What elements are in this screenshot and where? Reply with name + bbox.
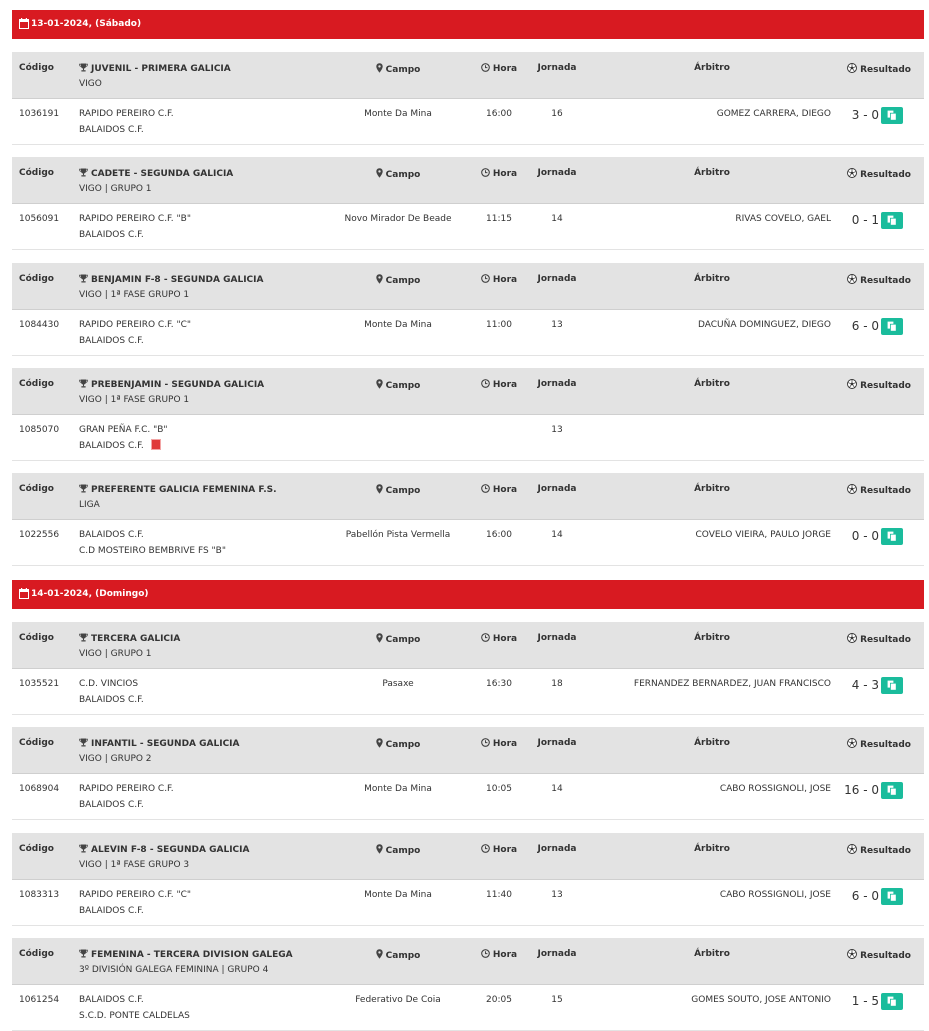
col-jornada-header (532, 168, 582, 178)
result-score: 4 - 3 (851, 678, 879, 692)
match-report-button[interactable] (881, 528, 903, 545)
col-resultado-header-text: Resultado (860, 740, 911, 750)
col-codigo-header (19, 949, 54, 959)
soccer-ball-icon (847, 844, 857, 857)
competition-name-text: JUVENIL - PRIMERA GALICIA (91, 64, 231, 74)
jornada-value: 15 (551, 995, 563, 1005)
result-score: 6 - 0 (851, 319, 879, 333)
col-arbitro-header (682, 633, 742, 643)
col-resultado-header (832, 274, 911, 287)
col-campo-header-text: Campo (385, 846, 421, 856)
col-jornada-header-text: Jornada (537, 738, 577, 748)
col-campo-header-text: Campo (385, 65, 421, 75)
campo-value: Federativo De Coia (355, 995, 441, 1005)
match-card (12, 263, 924, 356)
map-marker-icon (376, 633, 383, 646)
col-resultado-header-text: Resultado (860, 170, 911, 180)
red-card-icon (151, 439, 161, 450)
col-campo-header-text: Campo (385, 170, 421, 180)
match-report-button[interactable] (881, 107, 903, 124)
col-campo-header (348, 633, 448, 646)
home-team: RAPIDO PEREIRO C.F. "C" (79, 320, 192, 330)
col-resultado-header-text: Resultado (860, 65, 911, 75)
hora-value: 10:05 (486, 784, 512, 794)
clock-icon (481, 633, 490, 645)
campo-value: Monte Da Mina (364, 784, 432, 794)
col-resultado-header-text: Resultado (860, 846, 911, 856)
col-resultado-header-text: Resultado (860, 486, 911, 496)
col-resultado-header (832, 484, 911, 497)
match-row (12, 310, 924, 356)
trophy-icon (79, 633, 88, 645)
jornada-value: 14 (551, 784, 563, 794)
date-text (31, 589, 149, 599)
col-hora-header-text: Hora (492, 950, 518, 960)
competition-name-text: TERCERA GALICIA (91, 634, 181, 644)
arbitro-value: COVELO VIEIRA, PAULO JORGE (695, 530, 831, 540)
home-team: GRAN PEÑA F.C. "B" (79, 425, 168, 435)
match-report-button[interactable] (881, 318, 903, 335)
arbitro-value: CABO ROSSIGNOLI, JOSE (719, 890, 831, 900)
col-hora-header-text: Hora (492, 169, 518, 179)
col-hora-header-text: Hora (492, 634, 518, 644)
match-card (12, 157, 924, 250)
competition-name (79, 484, 277, 496)
jornada-value: 13 (551, 890, 563, 900)
hora-value: 20:05 (486, 995, 512, 1005)
trophy-icon (79, 63, 88, 75)
col-campo-header-text: Campo (385, 276, 421, 286)
match-header (12, 473, 924, 520)
col-campo-header-text: Campo (385, 381, 421, 391)
match-header (12, 368, 924, 415)
arbitro-value: RIVAS COVELO, GAEL (735, 214, 831, 224)
col-campo-header-text: Campo (385, 740, 421, 750)
date-header (12, 10, 924, 39)
clock-icon (481, 63, 490, 75)
match-code: 1085070 (19, 425, 60, 435)
match-row (12, 774, 924, 820)
match-header (12, 157, 924, 204)
trophy-icon (79, 949, 88, 961)
match-code: 1068904 (19, 784, 60, 794)
match-row (12, 204, 924, 250)
col-arbitro-header-text: Árbitro (694, 168, 730, 178)
competition-name (79, 379, 264, 391)
match-header (12, 263, 924, 310)
jornada-value: 14 (551, 214, 563, 224)
col-resultado-header-text: Resultado (860, 635, 911, 645)
col-codigo-header (19, 738, 54, 748)
col-hora-header (469, 63, 529, 75)
competition-name-text: CADETE - SEGUNDA GALICIA (91, 169, 234, 179)
col-hora-header (469, 844, 529, 856)
clock-icon (481, 379, 490, 391)
arbitro-value: GOMEZ CARRERA, DIEGO (716, 109, 831, 119)
col-campo-header-text: Campo (385, 951, 421, 961)
col-jornada-header (532, 738, 582, 748)
soccer-ball-icon (847, 63, 857, 76)
clock-icon (481, 844, 490, 856)
col-arbitro-header-text: Árbitro (694, 844, 730, 854)
competition-group: 3º DIVISIÓN GALEGA FEMININA | GRUPO 4 (79, 965, 269, 975)
soccer-ball-icon (847, 168, 857, 181)
competition-name-text: PREFERENTE GALICIA FEMENINA F.S. (91, 485, 277, 495)
away-team: BALAIDOS C.F. (79, 906, 144, 916)
hora-value: 11:40 (486, 890, 512, 900)
col-resultado-header-text: Resultado (860, 381, 911, 391)
match-code: 1022556 (19, 530, 60, 540)
col-codigo-header-text: Código (19, 274, 54, 284)
away-team: BALAIDOS C.F. (79, 336, 144, 346)
match-report-button[interactable] (881, 212, 903, 229)
col-arbitro-header-text: Árbitro (694, 379, 730, 389)
competition-name-text: FEMENINA - TERCERA DIVISION GALEGA (91, 950, 293, 960)
hora-value: 11:00 (486, 320, 512, 330)
col-resultado-header-text: Resultado (860, 951, 911, 961)
competition-name-text: INFANTIL - SEGUNDA GALICIA (91, 739, 240, 749)
match-card (12, 52, 924, 145)
map-marker-icon (376, 168, 383, 181)
jornada-value: 16 (551, 109, 563, 119)
match-card (12, 473, 924, 566)
col-hora-header (469, 949, 529, 961)
col-jornada-header-text: Jornada (537, 949, 577, 959)
away-team: C.D MOSTEIRO BEMBRIVE FS "B" (79, 546, 226, 556)
col-codigo-header (19, 274, 54, 284)
col-arbitro-header-text: Árbitro (694, 949, 730, 959)
match-header (12, 622, 924, 669)
away-team: BALAIDOS C.F. (79, 441, 144, 451)
col-hora-header-text: Hora (492, 380, 518, 390)
away-team: BALAIDOS C.F. (79, 800, 144, 810)
jornada-value: 13 (551, 425, 563, 435)
col-campo-header (348, 274, 448, 287)
clock-icon (481, 738, 490, 750)
col-hora-header (469, 633, 529, 645)
map-marker-icon (376, 274, 383, 287)
match-card (12, 368, 924, 461)
away-team: BALAIDOS C.F. (79, 695, 144, 705)
match-report-button[interactable] (881, 677, 903, 694)
weekday-value: (Sábado) (95, 19, 142, 29)
soccer-ball-icon (847, 738, 857, 751)
match-row (12, 880, 924, 926)
away-team: BALAIDOS C.F. (79, 125, 144, 135)
match-report-button[interactable] (881, 993, 903, 1010)
match-code: 1056091 (19, 214, 60, 224)
col-arbitro-header-text: Árbitro (694, 274, 730, 284)
col-jornada-header-text: Jornada (537, 844, 577, 854)
soccer-ball-icon (847, 274, 857, 287)
map-marker-icon (376, 949, 383, 962)
col-jornada-header (532, 949, 582, 959)
col-codigo-header (19, 168, 54, 178)
date-text (31, 19, 141, 29)
col-codigo-header (19, 844, 54, 854)
campo-value: Monte Da Mina (364, 320, 432, 330)
result-score: 3 - 0 (851, 108, 879, 122)
col-hora-header (469, 379, 529, 391)
competition-group: VIGO (79, 79, 102, 89)
col-arbitro-header-text: Árbitro (694, 484, 730, 494)
date-value: 13-01-2024, (31, 19, 92, 29)
arbitro-value: DACUÑA DOMINGUEZ, DIEGO (697, 320, 831, 330)
campo-value: Novo Mirador De Beade (344, 214, 452, 224)
col-arbitro-header (682, 168, 742, 178)
col-arbitro-header (682, 738, 742, 748)
soccer-ball-icon (847, 949, 857, 962)
col-jornada-header-text: Jornada (537, 274, 577, 284)
match-code: 1083313 (19, 890, 60, 900)
col-resultado-header (832, 844, 911, 857)
col-codigo-header-text: Código (19, 633, 54, 643)
col-hora-header-text: Hora (492, 739, 518, 749)
col-codigo-header-text: Código (19, 379, 54, 389)
col-codigo-header-text: Código (19, 484, 54, 494)
hora-value: 11:15 (486, 214, 512, 224)
campo-value: Pasaxe (382, 679, 414, 689)
home-team: RAPIDO PEREIRO C.F. (79, 784, 174, 794)
match-report-button[interactable] (881, 888, 903, 905)
competition-name (79, 738, 240, 750)
col-arbitro-header-text: Árbitro (694, 633, 730, 643)
date-header (12, 580, 924, 609)
col-arbitro-header (682, 63, 742, 73)
col-jornada-header-text: Jornada (537, 168, 577, 178)
competition-group: VIGO | GRUPO 1 (79, 649, 152, 659)
match-row (12, 520, 924, 566)
col-resultado-header (832, 379, 911, 392)
arbitro-value: FERNANDEZ BERNARDEZ, JUAN FRANCISCO (633, 679, 831, 689)
result-score: 6 - 0 (851, 889, 879, 903)
col-jornada-header-text: Jornada (537, 63, 577, 73)
col-arbitro-header-text: Árbitro (694, 63, 730, 73)
match-row (12, 415, 924, 461)
col-campo-header-text: Campo (385, 635, 421, 645)
col-hora-header (469, 738, 529, 750)
col-campo-header (348, 484, 448, 497)
hora-value: 16:30 (486, 679, 512, 689)
col-jornada-header (532, 274, 582, 284)
col-campo-header (348, 168, 448, 181)
col-hora-header (469, 484, 529, 496)
match-row (12, 985, 924, 1031)
match-card (12, 727, 924, 820)
map-marker-icon (376, 379, 383, 392)
map-marker-icon (376, 738, 383, 751)
map-marker-icon (376, 63, 383, 76)
soccer-ball-icon (847, 379, 857, 392)
campo-value: Monte Da Mina (364, 109, 432, 119)
col-codigo-header-text: Código (19, 168, 54, 178)
col-codigo-header-text: Código (19, 949, 54, 959)
competition-name (79, 63, 231, 75)
hora-value: 16:00 (486, 530, 512, 540)
competition-name (79, 844, 249, 856)
competition-name (79, 274, 263, 286)
col-jornada-header-text: Jornada (537, 379, 577, 389)
col-arbitro-header (682, 484, 742, 494)
clock-icon (481, 274, 490, 286)
col-resultado-header (832, 738, 911, 751)
result-score: 1 - 5 (851, 994, 879, 1008)
col-resultado-header (832, 949, 911, 962)
clock-icon (481, 484, 490, 496)
col-arbitro-header (682, 844, 742, 854)
jornada-value: 18 (551, 679, 563, 689)
col-hora-header-text: Hora (492, 485, 518, 495)
competition-name-text: ALEVIN F-8 - SEGUNDA GALICIA (91, 845, 250, 855)
match-code: 1061254 (19, 995, 60, 1005)
col-campo-header (348, 63, 448, 76)
col-resultado-header (832, 63, 911, 76)
col-campo-header (348, 949, 448, 962)
match-row (12, 99, 924, 145)
hora-value: 16:00 (486, 109, 512, 119)
col-resultado-header (832, 168, 911, 181)
match-code: 1035521 (19, 679, 60, 689)
match-report-button[interactable] (881, 782, 903, 799)
col-codigo-header (19, 633, 54, 643)
col-arbitro-header (682, 274, 742, 284)
match-code: 1084430 (19, 320, 60, 330)
col-codigo-header-text: Código (19, 738, 54, 748)
clock-icon (481, 168, 490, 180)
col-jornada-header (532, 63, 582, 73)
col-resultado-header (832, 633, 911, 646)
trophy-icon (79, 484, 88, 496)
col-codigo-header-text: Código (19, 844, 54, 854)
home-team: BALAIDOS C.F. (79, 530, 144, 540)
trophy-icon (79, 738, 88, 750)
competition-name (79, 633, 180, 645)
col-campo-header (348, 379, 448, 392)
away-team: BALAIDOS C.F. (79, 230, 144, 240)
home-team: C.D. VINCIOS (79, 679, 139, 689)
match-header (12, 52, 924, 99)
competition-group: VIGO | GRUPO 1 (79, 184, 152, 194)
col-codigo-header (19, 379, 54, 389)
col-hora-header-text: Hora (492, 64, 518, 74)
calendar-icon (19, 588, 29, 599)
trophy-icon (79, 168, 88, 180)
jornada-value: 14 (551, 530, 563, 540)
match-header (12, 727, 924, 774)
match-header (12, 938, 924, 985)
col-hora-header (469, 274, 529, 286)
col-jornada-header-text: Jornada (537, 633, 577, 643)
arbitro-value: GOMES SOUTO, JOSE ANTONIO (691, 995, 831, 1005)
result-score: 16 - 0 (844, 783, 879, 797)
result-score: 0 - 1 (851, 213, 879, 227)
competition-group: VIGO | 1ª FASE GRUPO 3 (79, 860, 190, 870)
home-team: RAPIDO PEREIRO C.F. "B" (79, 214, 191, 224)
calendar-icon (19, 18, 29, 29)
competition-group: LIGA (79, 500, 100, 510)
home-team: BALAIDOS C.F. (79, 995, 144, 1005)
match-header (12, 833, 924, 880)
col-campo-header (348, 844, 448, 857)
soccer-ball-icon (847, 484, 857, 497)
match-code: 1036191 (19, 109, 60, 119)
col-jornada-header (532, 633, 582, 643)
weekday-value: (Domingo) (95, 589, 149, 599)
col-campo-header-text: Campo (385, 486, 421, 496)
competition-name-text: PREBENJAMIN - SEGUNDA GALICIA (91, 380, 265, 390)
trophy-icon (79, 844, 88, 856)
map-marker-icon (376, 484, 383, 497)
competition-group: VIGO | 1ª FASE GRUPO 1 (79, 395, 190, 405)
campo-value: Monte Da Mina (364, 890, 432, 900)
competition-name-text: BENJAMIN F-8 - SEGUNDA GALICIA (91, 275, 264, 285)
competition-group: VIGO | 1ª FASE GRUPO 1 (79, 290, 190, 300)
col-codigo-header-text: Código (19, 63, 54, 73)
col-hora-header (469, 168, 529, 180)
col-hora-header-text: Hora (492, 275, 518, 285)
arbitro-value: CABO ROSSIGNOLI, JOSE (719, 784, 831, 794)
home-team: RAPIDO PEREIRO C.F. "C" (79, 890, 192, 900)
col-arbitro-header (682, 949, 742, 959)
col-arbitro-header (682, 379, 742, 389)
col-campo-header (348, 738, 448, 751)
col-jornada-header (532, 844, 582, 854)
jornada-value: 13 (551, 320, 563, 330)
match-row (12, 669, 924, 715)
campo-value: Pabellón Pista Vermella (345, 530, 451, 540)
competition-group: VIGO | GRUPO 2 (79, 754, 152, 764)
col-codigo-header (19, 484, 54, 494)
col-resultado-header-text: Resultado (860, 276, 911, 286)
match-card (12, 833, 924, 926)
col-jornada-header-text: Jornada (537, 484, 577, 494)
match-card (12, 622, 924, 715)
col-arbitro-header-text: Árbitro (694, 738, 730, 748)
home-team: RAPIDO PEREIRO C.F. (79, 109, 174, 119)
map-marker-icon (376, 844, 383, 857)
date-value: 14-01-2024, (31, 589, 92, 599)
col-codigo-header (19, 63, 54, 73)
competition-name (79, 168, 233, 180)
competition-name (79, 949, 293, 961)
result-score: 0 - 0 (851, 529, 879, 543)
col-jornada-header (532, 484, 582, 494)
col-hora-header-text: Hora (492, 845, 518, 855)
trophy-icon (79, 274, 88, 286)
clock-icon (481, 949, 490, 961)
soccer-ball-icon (847, 633, 857, 646)
match-card (12, 938, 924, 1031)
trophy-icon (79, 379, 88, 391)
away-team: S.C.D. PONTE CALDELAS (79, 1011, 190, 1021)
col-jornada-header (532, 379, 582, 389)
